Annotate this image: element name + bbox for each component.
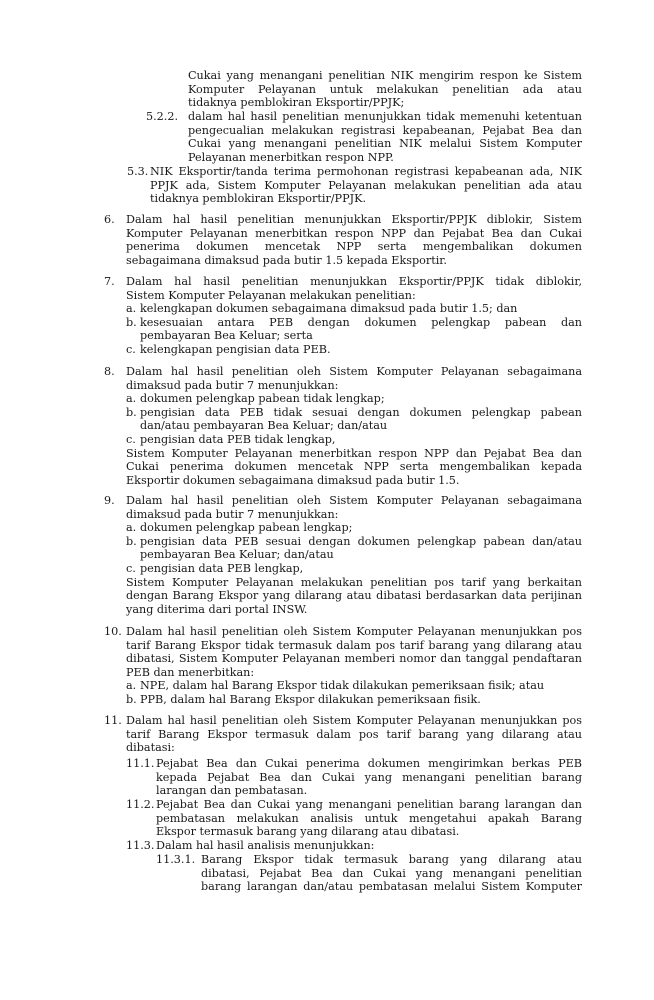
list-label: b. [126,534,137,548]
subsection-11-1 [126,757,582,798]
subsection-5-3 [127,165,582,206]
list-item [126,693,582,707]
subsection-11-2 [126,798,582,839]
list-item [126,535,582,562]
text-line: yang diterima dari portal INSW. [126,602,308,616]
text-line: kelengkapan dokumen sebagaimana dimaksud pada butir 1.5; dan [140,302,518,316]
text-line: penerima dokumen mencetak NPP serta mengembalikan dokumen [126,240,582,254]
text-line: pengisian data PEB sesuai dengan dokumen pelengkap pabean dan/atau [140,534,582,548]
item-number: 10. [104,625,122,638]
section-number: 11.3.1. [156,853,196,866]
text-line: dokumen pelengkap pabean lengkap; [140,521,353,535]
list-label: a. [126,679,137,693]
list-item [126,521,582,535]
item-8 [104,365,582,487]
item-number: 6. [104,213,115,226]
item-number: 7. [104,275,115,288]
text-line: Komputer Pelayanan menerbitkan respon NPP dan Pejabat Bea dan Cukai [126,226,582,240]
text-line: Sistem Komputer Pelayanan menerbitkan respon NPP dan Pejabat Bea dan [126,446,582,460]
text-line: tarif Barang Ekspor termasuk dalam pos tarif barang yang dilarang atau [126,727,582,741]
list-item [126,316,582,343]
text-line: dan/atau pembayaran Bea Keluar; dan/atau [140,419,388,433]
list-label: b. [126,692,137,706]
text-line: Sistem Komputer Pelayanan melakukan penelitian: [126,288,416,302]
text-line: kesesuaian antara PEB dengan dokumen pelengkap pabean dan [140,315,582,329]
text-line: Dalam hal hasil penelitian oleh Sistem Komputer Pelayanan menunjukkan pos [126,714,582,727]
list-label: a. [126,302,137,316]
list-item [126,679,582,693]
text-line: kepada Pejabat Bea dan Cukai yang menangani penelitian barang [156,770,582,784]
text-line: dibatasi, Sistem Komputer Pelayanan memberi nomor dan tanggal pendaftaran [126,652,582,666]
text-line: kelengkapan pengisian data PEB. [140,342,331,356]
text-line: PEB dan menerbitkan: [126,665,255,679]
list-item [126,406,582,433]
text-line: tarif Barang Ekspor tidak termasuk dalam pos tarif barang yang dilarang atau [126,638,582,652]
item-9 [104,494,582,616]
text-line: NPE, dalam hal Barang Ekspor tidak dilakukan pemeriksaan fisik; atau [140,679,545,693]
text-line: Pejabat Bea dan Cukai yang menangani penelitian barang larangan dan [156,798,582,811]
text-line: Dalam hal hasil analisis menunjukkan: [156,839,375,852]
paragraph-5-2-1-continuation [188,69,582,110]
text-line: dibatasi, Pejabat Bea dan Cukai yang menangani penelitian [201,866,582,880]
list-label: c. [126,561,136,575]
text-line: PPJK ada, Sistem Komputer Pelayanan melakukan penelitian ada atau [150,178,582,192]
text-line: sebagaimana dimaksud pada butir 1.5 kepada Eksportir. [126,253,447,267]
list-item [126,343,582,357]
item-number: 8. [104,365,115,378]
text-line: dokumen pelengkap pabean tidak lengkap; [140,392,385,406]
text-line: Dalam hal hasil penelitian oleh Sistem Komputer Pelayanan sebagaimana [126,365,582,378]
subsection-5-2-2 [146,110,582,164]
text-line: dibatasi: [126,741,175,755]
list-item [126,302,582,316]
text-line: tidaknya pemblokiran Eksportir/PPJK; [188,96,405,110]
text-line: Pejabat Bea dan Cukai penerima dokumen mengirimkan berkas PEB [156,757,582,770]
item-7 [104,275,582,357]
text-line: Cukai penerima dokumen mencetak NPP serta mengembalikan kepada [126,460,582,474]
list-label: a. [126,392,137,406]
text-line: Pelayanan menerbitkan respon NPP. [188,150,394,164]
list-label: b. [126,405,137,419]
text-line: pembatasan melakukan analisis untuk mengetahui apakah Barang [156,811,582,825]
text-line: pengecualian melakukan registrasi kepabeanan, Pejabat Bea dan [188,123,582,137]
item-number: 11. [104,714,122,727]
list-item [126,392,582,406]
list-label: b. [126,315,137,329]
subsection-11-3-1 [156,853,582,894]
item-11 [104,714,582,755]
section-number: 11.3. [126,839,155,852]
section-number: 11.2. [126,798,155,811]
text-line: Komputer Pelayanan untuk melakukan penelitian ada atau [188,82,582,96]
text-line: Dalam hal hasil penelitian menunjukkan Eksportir/PPJK tidak diblokir, [126,275,582,288]
item-number: 9. [104,494,115,507]
text-line: Barang Ekspor tidak termasuk barang yang dilarang atau [201,853,582,866]
text-line: barang larangan dan/atau pembatasan melalui Sistem Komputer [201,880,582,894]
list-item [126,433,582,447]
text-line: dimaksud pada butir 7 menunjukkan: [126,507,339,521]
list-label: a. [126,521,137,535]
text-line: Dalam hal hasil penelitian menunjukkan Eksportir/PPJK diblokir, Sistem [126,213,582,226]
text-line: Cukai yang menangani penelitian NIK melalui Sistem Komputer [188,137,582,151]
section-number: 5.2.2. [146,110,179,123]
section-number: 5.3. [127,165,149,178]
text-line: larangan dan pembatasan. [156,784,308,798]
list-label: c. [126,342,136,356]
item-10 [104,625,582,707]
section-number: 11.1. [126,757,155,770]
list-item [126,562,582,576]
text-line: pembayaran Bea Keluar; serta [140,329,313,343]
text-line: Dalam hal hasil penelitian oleh Sistem Komputer Pelayanan menunjukkan pos [126,625,582,638]
text-line: pembayaran Bea Keluar; dan/atau [140,548,334,562]
text-line: PPB, dalam hal Barang Ekspor dilakukan pemeriksaan fisik. [140,692,481,706]
text-line: tidaknya pemblokiran Eksportir/PPJK. [150,192,367,206]
text-line: dimaksud pada butir 7 menunjukkan: [126,378,339,392]
text-line: dengan Barang Ekspor yang dilarang atau dibatasi berdasarkan data perijinan [126,589,582,603]
text-line: pengisian data PEB tidak lengkap, [140,432,336,446]
text-line: Cukai yang menangani penelitian NIK mengirim respon ke Sistem [188,69,582,82]
text-line: Dalam hal hasil penelitian oleh Sistem Komputer Pelayanan sebagaimana [126,494,582,507]
text-line: Ekspor termasuk barang yang dilarang atau dibatasi. [156,825,460,839]
text-line: Eksportir dokumen sebagaimana dimaksud pada butir 1.5. [126,473,460,487]
text-line: Sistem Komputer Pelayanan melakukan penelitian pos tarif yang berkaitan [126,575,582,589]
item-6 [104,213,582,267]
list-label: c. [126,432,136,446]
text-line: pengisian data PEB tidak sesuai dengan dokumen pelengkap pabean [140,405,582,419]
subsection-11-3 [126,839,582,853]
text-line: dalam hal hasil penelitian menunjukkan tidak memenuhi ketentuan [188,110,582,123]
text-line: pengisian data PEB lengkap, [140,561,304,575]
text-line: NIK Eksportir/tanda terima permohonan registrasi kepabeanan ada, NIK [150,165,582,178]
